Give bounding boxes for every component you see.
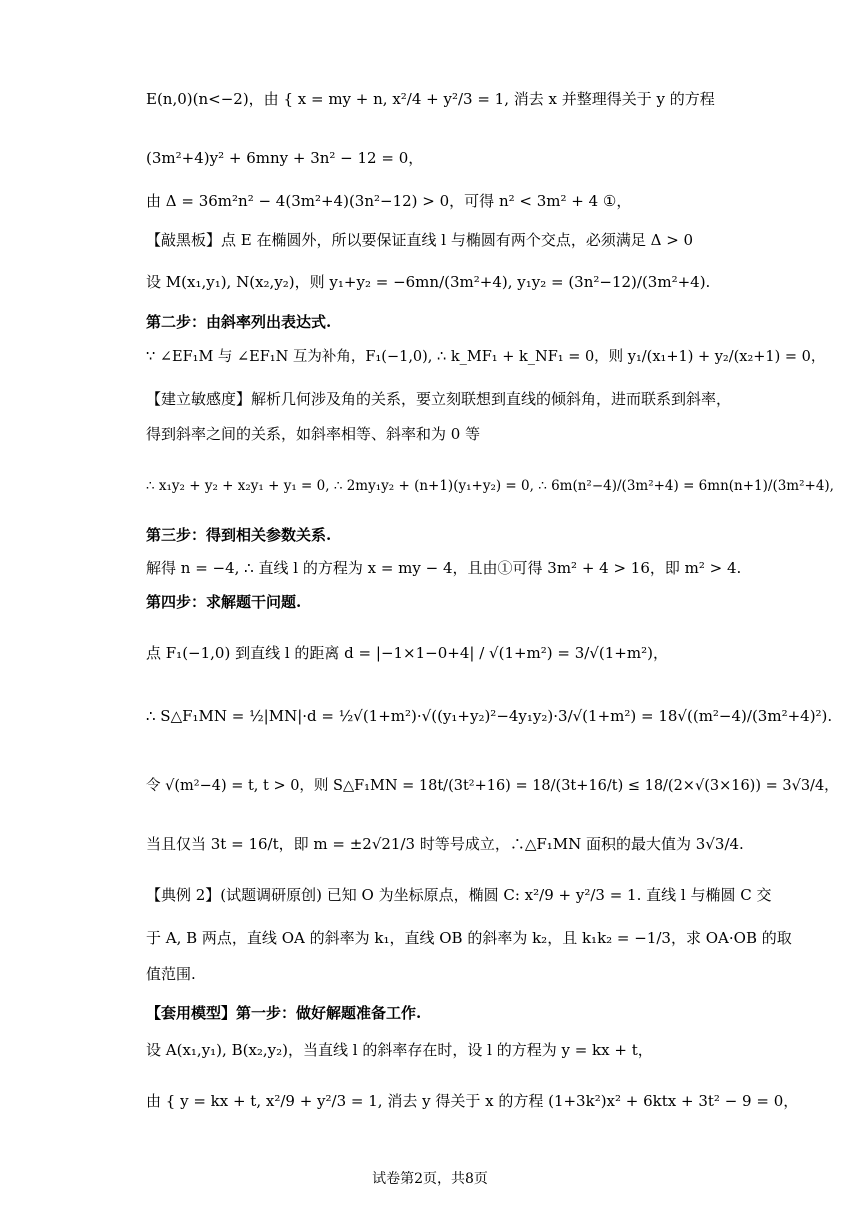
text-line: 值范围. — [146, 965, 196, 983]
text-line: 于 A, B 两点，直线 OA 的斜率为 k₁，直线 OB 的斜率为 k₂，且 k₁k₂ = −1/3，求 OA·OB 的取 — [146, 929, 792, 947]
section-heading: 第二步：由斜率列出表达式. — [146, 313, 332, 331]
text-line: ∴ x₁y₂ + y₂ + x₂y₁ + y₁ = 0, ∴ 2my₁y₂ + (n+1)(y₁+y₂) = 0, ∴ 6m(n²−4)/(3m²+4) = 6mn(n+1)/(3m²+4), — [146, 478, 834, 494]
page-footer: 试卷第2页，共8页 — [372, 1171, 488, 1187]
text-line: 解得 n = −4, ∴ 直线 l 的方程为 x = my − 4，且由①可得 3m² + 4 > 16，即 m² > 4. — [146, 559, 742, 577]
text-line: 【典例 2】(试题调研原创) 已知 O 为坐标原点，椭圆 C: x²/9 + y²/3 = 1. 直线 l 与椭圆 C 交 — [146, 886, 772, 904]
section-heading: 第三步：得到相关参数关系. — [146, 526, 332, 544]
text-line: 点 F₁(−1,0) 到直线 l 的距离 d = |−1×1−0+4| / √(1+m²) = 3/√(1+m²)， — [146, 644, 668, 662]
text-line: 【敲黑板】点 E 在椭圆外，所以要保证直线 l 与椭圆有两个交点，必须满足 Δ > 0 — [146, 231, 694, 249]
text-line: 当且仅当 3t = 16/t，即 m = ±2√21/3 时等号成立，∴△F₁MN 面积的最大值为 3√3/4. — [146, 835, 744, 853]
text-line: 由 { y = kx + t, x²/9 + y²/3 = 1, 消去 y 得关于 x 的方程 (1+3k²)x² + 6ktx + 3t² − 9 = 0， — [146, 1092, 799, 1110]
text-line: 得到斜率之间的关系，如斜率相等、斜率和为 0 等 — [146, 425, 481, 443]
text-line: 设 A(x₁,y₁), B(x₂,y₂)，当直线 l 的斜率存在时，设 l 的方程为 y = kx + t， — [146, 1041, 653, 1059]
section-heading: 【套用模型】第一步：做好解题准备工作. — [146, 1004, 422, 1022]
section-heading: 第四步：求解题干问题. — [146, 593, 302, 611]
text-line: ∴ S△F₁MN = ½|MN|·d = ½√(1+m²)·√((y₁+y₂)²−4y₁y₂)·3/√(1+m²) = 18√((m²−4)/(3m²+4)²). — [146, 707, 833, 725]
text-line: 由 Δ = 36m²n² − 4(3m²+4)(3n²−12) > 0，可得 n² < 3m² + 4 ①， — [146, 192, 632, 210]
text-line: 设 M(x₁,y₁), N(x₂,y₂)，则 y₁+y₂ = −6mn/(3m²+4), y₁y₂ = (3n²−12)/(3m²+4). — [146, 273, 711, 291]
text-line: 令 √(m²−4) = t, t > 0，则 S△F₁MN = 18t/(3t²+16) = 18/(3t+16/t) ≤ 18/(2×√(3×16)) = 3√3/4， — [146, 778, 839, 794]
text-line: E(n,0)(n<−2)，由 { x = my + n, x²/4 + y²/3 = 1, 消去 x 并整理得关于 y 的方程 — [146, 90, 715, 108]
text-line: ∵ ∠EF₁M 与 ∠EF₁N 互为补角，F₁(−1,0), ∴ k_MF₁ + k_NF₁ = 0，则 y₁/(x₁+1) + y₂/(x₂+1) = 0， — [146, 349, 826, 365]
text-line: (3m²+4)y² + 6mny + 3n² − 12 = 0， — [146, 149, 424, 167]
text-line: 【建立敏感度】解析几何涉及角的关系，要立刻联想到直线的倾斜角，进而联系到斜率， — [146, 390, 732, 408]
